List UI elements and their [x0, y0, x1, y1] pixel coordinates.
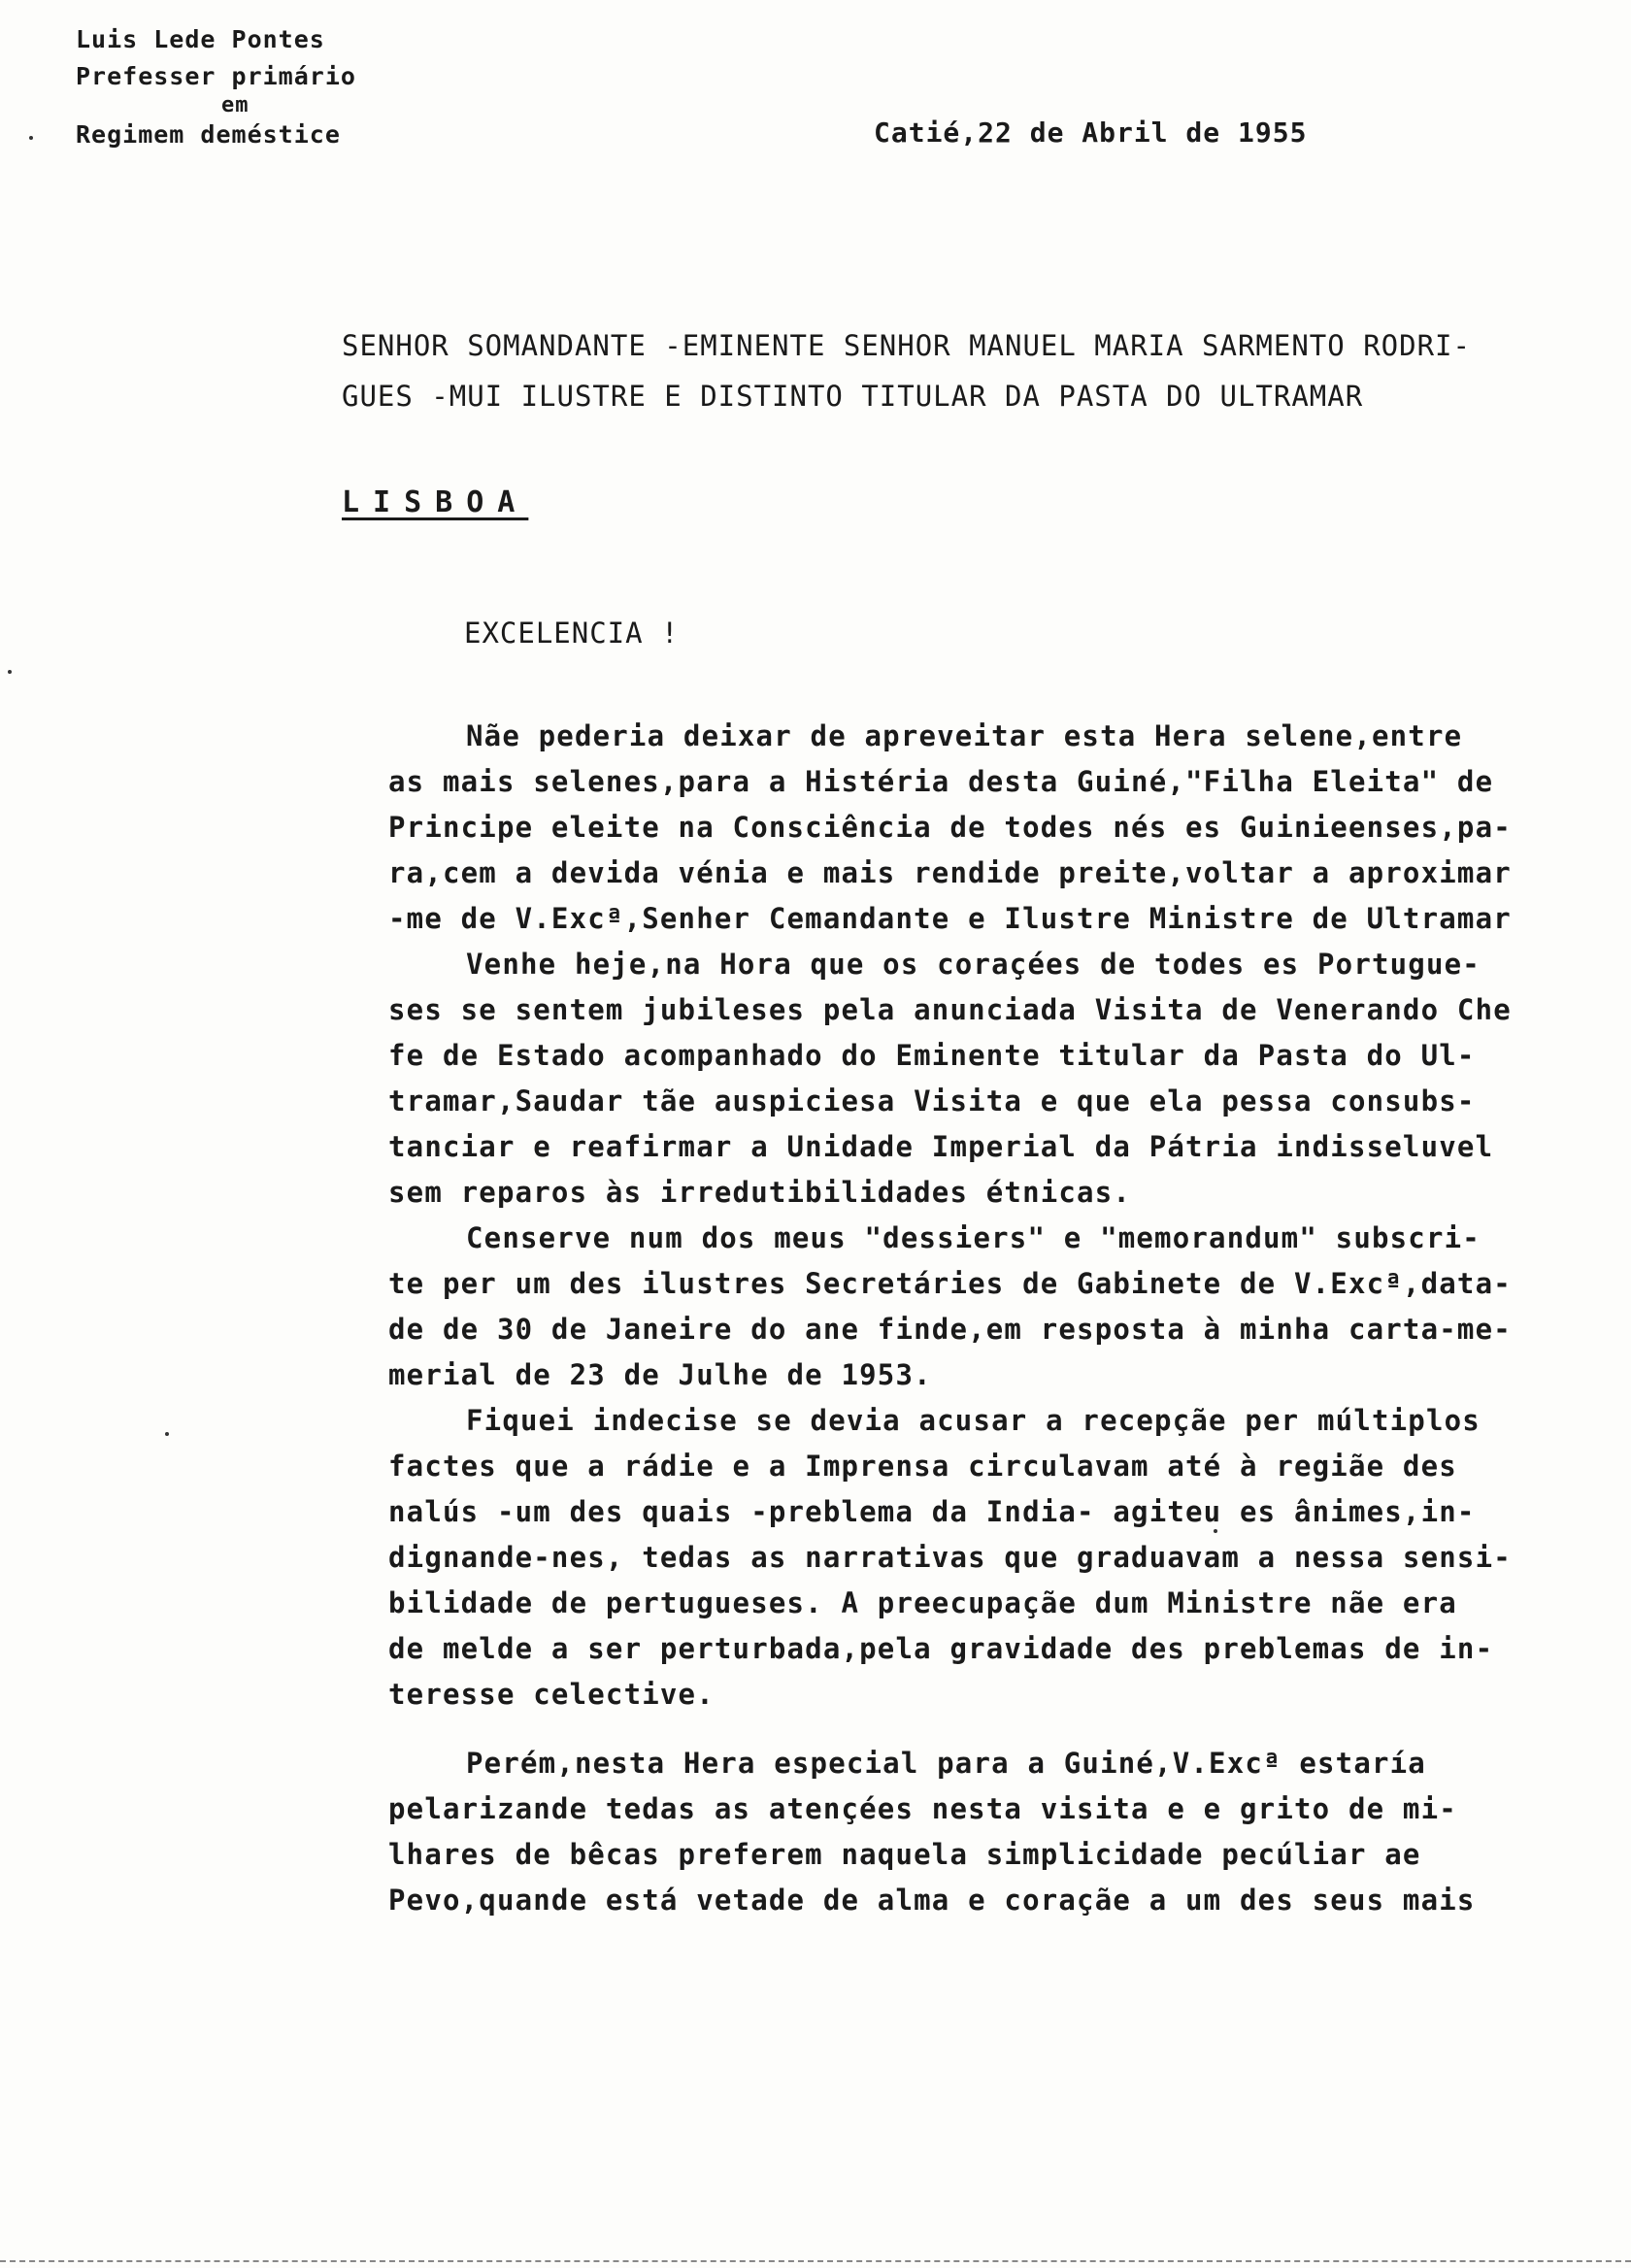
addressee-line-1: SENHOR SOMANDANTE -EMINENTE SENHOR MANUEL MARIA SARMENTO RODRI- [342, 329, 1471, 362]
sender-block [76, 21, 356, 153]
sender-title: Prefesser primário [76, 62, 356, 90]
body-line: Cen​serve num dos meus "dessiers" e "memorandum" subscri- [466, 1221, 1481, 1254]
body-line: Principe eleite na Consciência de todes nés es Guinieenses,pa- [388, 811, 1512, 844]
body-line: sem reparos às irredutibilidades étnicas. [388, 1176, 1132, 1209]
body-line: teresse celective. [388, 1678, 715, 1711]
body-line: nalús -um des quais -preblema da India- agiteu es ânimes,in- [388, 1495, 1476, 1528]
body-line: de melde a ser perturbada,pela gravidade des preblemas de in- [388, 1632, 1494, 1665]
body-line: -me de V.Excª,Senher Cemandante e Ilustre Ministre de Ultramar [388, 902, 1512, 935]
scan-speck [29, 136, 33, 140]
body-line: merial de 23 de Julhe de 1953. [388, 1358, 932, 1391]
body-line: fe de Estado acompanhado do Eminente titular da Pasta do Ul- [388, 1039, 1476, 1072]
paragraph-gap [388, 1718, 1602, 1741]
body-line: factes que a rádie e a Imprensa circulavam até à regiãe des [388, 1450, 1457, 1483]
scan-speck [1214, 1529, 1217, 1533]
sender-name: Luis Lede Pontes [76, 25, 325, 53]
body-line: ra,cem a devida vénia e mais rendide preite,voltar a aproximar [388, 856, 1512, 889]
body-line: bilidade de pertugueses. A preecupaçãe dum Ministre nãe era [388, 1586, 1457, 1619]
body-line: Perém,nesta Hera especial para a Guiné,V.Excª estaría [466, 1747, 1426, 1780]
body-line: Fiquei indecise se devia acusar a recepçãe per múltiplos [466, 1404, 1481, 1437]
body-line: tramar,Saudar tãe auspiciesa Visita e que ela pessa consubs- [388, 1084, 1476, 1117]
body-line: as mais selenes,para a Histéria desta Guiné,"Filha Eleita" de [388, 765, 1494, 798]
sender-conj: em [221, 93, 250, 117]
body-line: ses se sentem jubileses pela anunciada Visita de Venerando Che [388, 993, 1512, 1026]
salutation: EXCELENCIA ! [464, 617, 680, 650]
body-line: Nãe pederia deixar de apreveitar esta Hera selene,entre [466, 719, 1463, 752]
body-line: lhares de bêcas preferem naquela simplicidade pecúliar ae [388, 1838, 1421, 1871]
body-line: de de 30 de Janeire do ane finde,em resposta à minha carta-me- [388, 1313, 1512, 1346]
addressee-block [342, 320, 1604, 421]
letter-body [388, 714, 1602, 1923]
letter-date: Catié,22 de Abril de 1955 [874, 117, 1308, 149]
sender-regime: Regimem deméstice [76, 120, 341, 149]
body-line: dignande-nes, tedas as narrativas que graduavam a nessa sensi- [388, 1541, 1512, 1574]
scan-speck [165, 1432, 169, 1436]
scan-speck [8, 670, 12, 674]
body-line: Pevo,quande está vetade de alma e coraçãe a um des seus mais [388, 1884, 1476, 1917]
body-line: Venhe heje,na Hora que os coraçées de todes es Portugue- [466, 948, 1481, 981]
body-line: tanciar e reafirmar a Unidade Imperial da Pátria indisseluvel [388, 1130, 1494, 1163]
body-line: te per um des ilustres Secretáries de Gabinete de V.Excª,datа- [388, 1267, 1512, 1300]
scan-bottom-edge [0, 2260, 1631, 2262]
addressee-line-2: GUES -MUI ILUSTRE E DISTINTO TITULAR DA PASTA DO ULTRAMAR [342, 380, 1364, 413]
body-line: pelarizande tedas as atençées nesta visita e e grito de mi- [388, 1792, 1457, 1825]
addressee-city: LISBOA [342, 485, 529, 519]
